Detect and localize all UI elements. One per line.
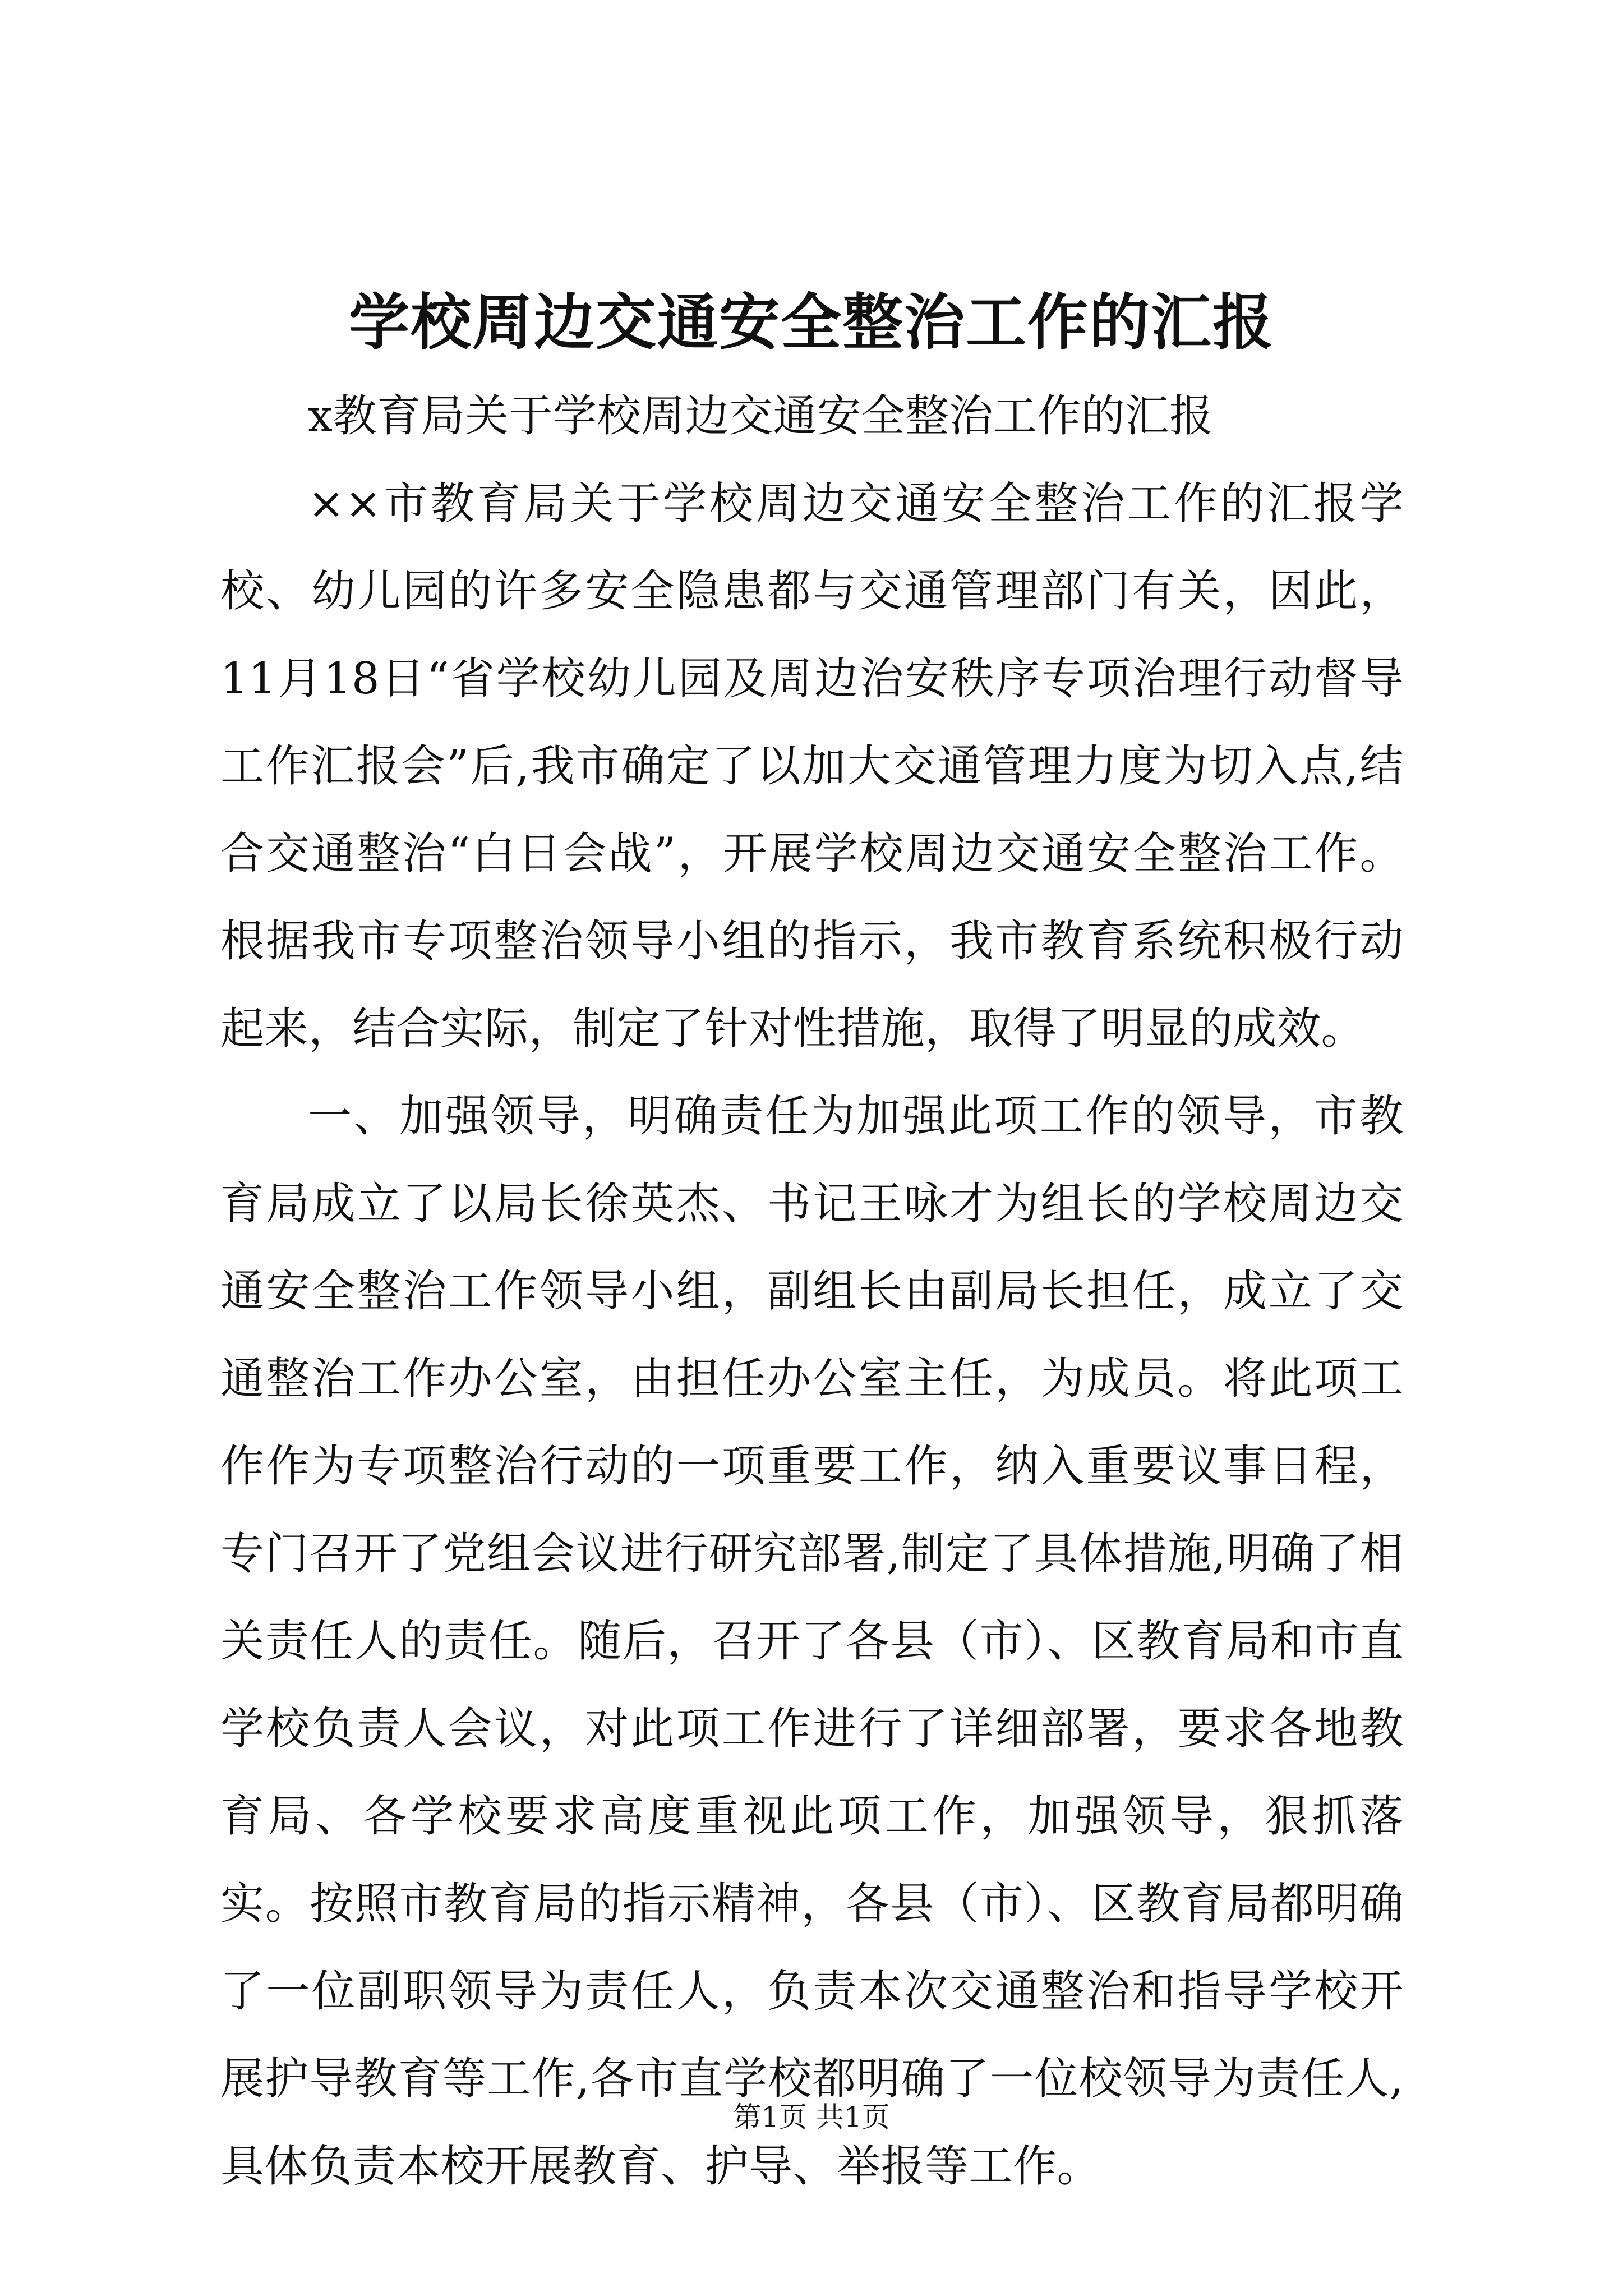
paragraph-intro: ××市教育局关于学校周边交通安全整治工作的汇报学校、幼儿园的许多安全隐患都与交通管理部门有关，因此，11月18日“省学校幼儿园及周边治安秩序专项治理行动督导工作汇报会”后,我市确定了以加大交通管理力度为切入点,结合交通整治“白日会战”，开展学校周边交通安全整治工作。根据我市专项整治领导小组的指示，我市教育系统积极行动起来，结合实际，制定了针对性措施，取得了明显的成效。 xyxy=(220,478,1404,1054)
document-body xyxy=(220,372,1404,2210)
page-number-footer: 第1页 共1页 xyxy=(733,2101,890,2133)
paragraph-section-one: 一、加强领导，明确责任为加强此项工作的领导，市教育局成立了以局长徐英杰、书记王咏才为组长的学校周边交通安全整治工作领导小组，副组长由副局长担任，成立了交通整治工作办公室，由担任办公室主任，为成员。将此项工作作为专项整治行动的一项重要工作，纳入重要议事日程，专门召开了党组会议进行研究部署,制定了具体措施,明确了相关责任人的责任。随后，召开了各县（市）、区教育局和市直学校负责人会议，对此项工作进行了详细部署，要求各地教育局、各学校要求高度重视此项工作，加强领导，狠抓落实。按照市教育局的指示精神，各县（市）、区教育局都明确了一位副职领导为责任人，负责本次交通整治和指导学校开展护导教育等工作,各市直学校都明确了一位校领导为责任人,具体负责本校开展教育、护导、举报等工作。 xyxy=(220,1091,1404,2192)
paragraph-subtitle: x教育局关于学校周边交通安全整治工作的汇报 xyxy=(308,391,1214,441)
document-title: 学校周边交通安全整治工作的汇报 xyxy=(348,287,1274,358)
